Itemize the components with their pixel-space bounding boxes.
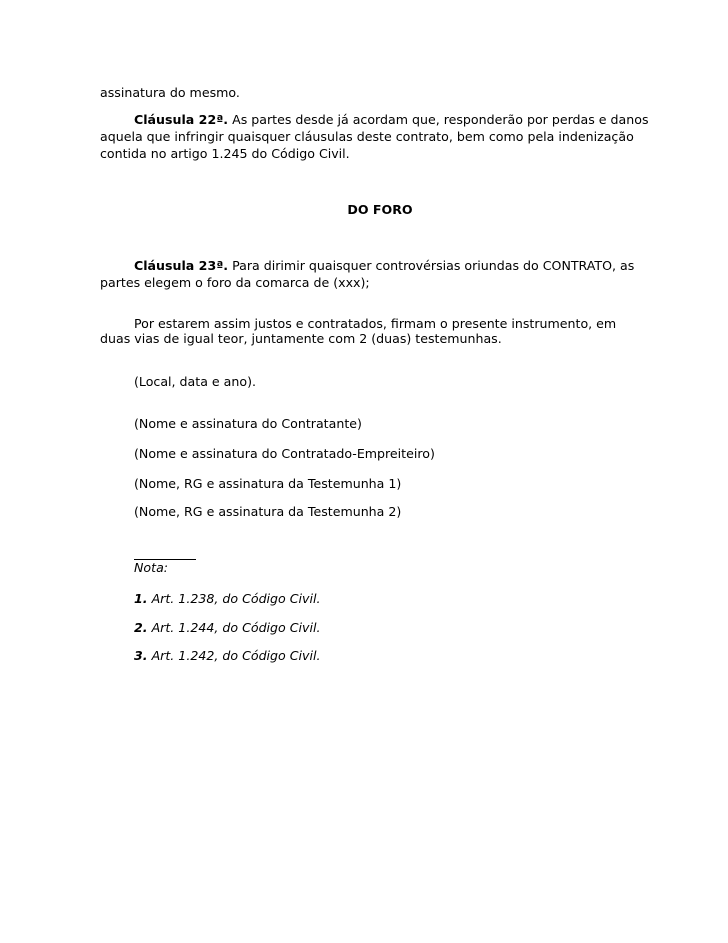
local-date-line: (Local, data e ano). <box>134 374 257 389</box>
signature-testemunha-2: (Nome, RG e assinatura da Testemunha 2) <box>134 504 402 519</box>
clause-23-line-1 <box>134 258 660 274</box>
note-number: 2. <box>134 620 148 635</box>
clause-22-text: As partes desde já acordam que, responderão por perdas e danos <box>228 112 649 127</box>
clause-23-text: Para dirimir quaisquer controvérsias oriundas do CONTRATO, as <box>228 258 635 273</box>
closing-line-2: duas vias de igual teor, juntamente com 2 (duas) testemunhas. <box>100 331 502 346</box>
note-item <box>134 648 660 664</box>
signature-contratado: (Nome e assinatura do Contratado-Empreiteiro) <box>134 446 435 461</box>
note-text: Art. 1.244, do Código Civil. <box>147 620 321 635</box>
clause-22-line-1 <box>134 112 660 128</box>
clause-22-label: Cláusula 22ª. <box>134 112 229 127</box>
note-number: 1. <box>134 591 148 606</box>
signature-contratante: (Nome e assinatura do Contratante) <box>134 416 362 431</box>
note-item <box>134 591 660 607</box>
clause-23-line-2: partes elegem o foro da comarca de (xxx); <box>100 275 370 290</box>
paragraph-end: assinatura do mesmo. <box>100 85 240 100</box>
closing-line-1: Por estarem assim justos e contratados, firmam o presente instrumento, em <box>134 316 617 331</box>
note-label: Nota: <box>134 560 169 575</box>
clause-23-label: Cláusula 23ª. <box>134 258 229 273</box>
note-text: Art. 1.238, do Código Civil. <box>147 591 321 606</box>
note-item <box>134 620 660 636</box>
section-title-text: DO FORO <box>347 202 413 217</box>
note-text: Art. 1.242, do Código Civil. <box>147 648 321 663</box>
clause-22-line-2: aquela que infringir quaisquer cláusulas deste contrato, bem como pela indenização <box>100 129 634 144</box>
clause-22-line-3: contida no artigo 1.245 do Código Civil. <box>100 146 350 161</box>
signature-testemunha-1: (Nome, RG e assinatura da Testemunha 1) <box>134 476 402 491</box>
note-number: 3. <box>134 648 148 663</box>
section-title <box>100 202 660 218</box>
